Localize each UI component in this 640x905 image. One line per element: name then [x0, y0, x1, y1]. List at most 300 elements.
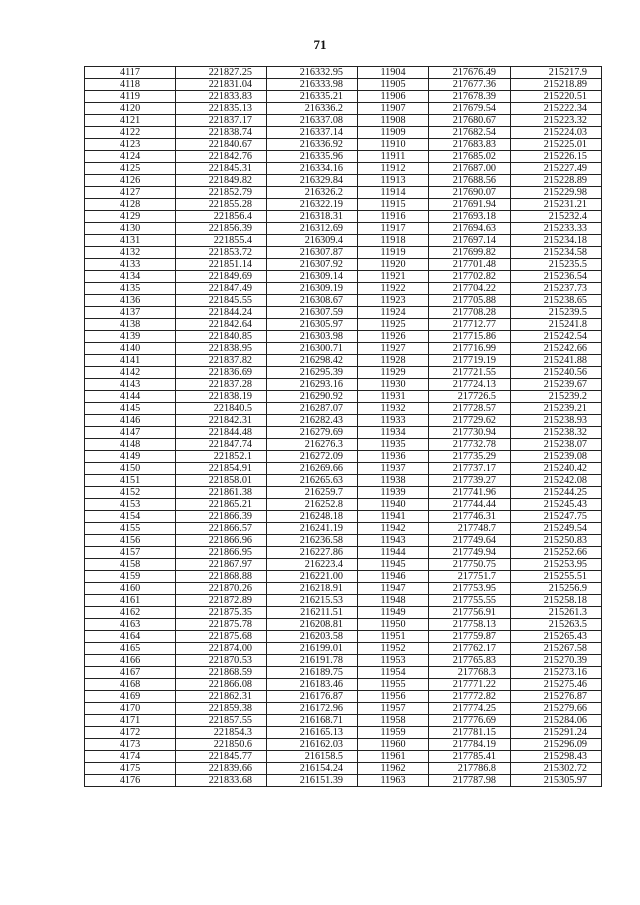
table-row [85, 403, 602, 415]
y-coordinate-a: 216322.19 [267, 199, 358, 211]
point-number-a: 4153 [85, 499, 176, 511]
y-coordinate-b: 215233.33 [511, 223, 602, 235]
table-row [85, 511, 602, 523]
x-coordinate-b: 217785.41 [429, 751, 511, 763]
x-coordinate-b: 217682.54 [429, 127, 511, 139]
x-coordinate-a: 221851.14 [176, 259, 267, 271]
y-coordinate-b: 215296.09 [511, 739, 602, 751]
y-coordinate-b: 215273.16 [511, 667, 602, 679]
table-row [85, 79, 602, 91]
y-coordinate-a: 216252.8 [267, 499, 358, 511]
y-coordinate-b: 215217.9 [511, 67, 602, 79]
y-coordinate-a: 216318.31 [267, 211, 358, 223]
point-number-a: 4167 [85, 667, 176, 679]
x-coordinate-b: 217755.55 [429, 595, 511, 607]
table-row [85, 103, 602, 115]
point-number-b: 11923 [358, 295, 429, 307]
y-coordinate-b: 215239.2 [511, 391, 602, 403]
y-coordinate-a: 216272.09 [267, 451, 358, 463]
point-number-a: 4119 [85, 91, 176, 103]
y-coordinate-b: 215238.32 [511, 427, 602, 439]
y-coordinate-b: 215302.72 [511, 763, 602, 775]
y-coordinate-b: 215261.3 [511, 607, 602, 619]
point-number-b: 11928 [358, 355, 429, 367]
y-coordinate-a: 216312.69 [267, 223, 358, 235]
y-coordinate-b: 215227.49 [511, 163, 602, 175]
point-number-a: 4138 [85, 319, 176, 331]
table-row [85, 739, 602, 751]
table-row [85, 211, 602, 223]
y-coordinate-a: 216241.19 [267, 523, 358, 535]
x-coordinate-a: 221855.4 [176, 235, 267, 247]
point-number-b: 11961 [358, 751, 429, 763]
y-coordinate-a: 216300.71 [267, 343, 358, 355]
x-coordinate-b: 217702.82 [429, 271, 511, 283]
y-coordinate-b: 215225.01 [511, 139, 602, 151]
table-row [85, 91, 602, 103]
x-coordinate-a: 221856.39 [176, 223, 267, 235]
x-coordinate-a: 221833.83 [176, 91, 267, 103]
point-number-b: 11926 [358, 331, 429, 343]
table-row [85, 631, 602, 643]
point-number-a: 4168 [85, 679, 176, 691]
x-coordinate-a: 221838.19 [176, 391, 267, 403]
y-coordinate-a: 216265.63 [267, 475, 358, 487]
x-coordinate-b: 217687.00 [429, 163, 511, 175]
y-coordinate-b: 215284.06 [511, 715, 602, 727]
y-coordinate-b: 215242.66 [511, 343, 602, 355]
point-number-b: 11951 [358, 631, 429, 643]
point-number-b: 11945 [358, 559, 429, 571]
point-number-a: 4162 [85, 607, 176, 619]
table-row [85, 163, 602, 175]
point-number-a: 4133 [85, 259, 176, 271]
y-coordinate-a: 216307.87 [267, 247, 358, 259]
table-row [85, 619, 602, 631]
x-coordinate-a: 221831.04 [176, 79, 267, 91]
x-coordinate-b: 217765.83 [429, 655, 511, 667]
x-coordinate-a: 221856.4 [176, 211, 267, 223]
table-row [85, 115, 602, 127]
point-number-b: 11909 [358, 127, 429, 139]
y-coordinate-a: 216165.13 [267, 727, 358, 739]
y-coordinate-a: 216305.97 [267, 319, 358, 331]
y-coordinate-b: 215222.34 [511, 103, 602, 115]
x-coordinate-b: 217735.29 [429, 451, 511, 463]
x-coordinate-a: 221840.85 [176, 331, 267, 343]
y-coordinate-a: 216287.07 [267, 403, 358, 415]
point-number-b: 11959 [358, 727, 429, 739]
y-coordinate-b: 215256.9 [511, 583, 602, 595]
point-number-b: 11917 [358, 223, 429, 235]
point-number-b: 11956 [358, 691, 429, 703]
x-coordinate-a: 221866.39 [176, 511, 267, 523]
x-coordinate-a: 221833.68 [176, 775, 267, 787]
table-row [85, 391, 602, 403]
point-number-b: 11950 [358, 619, 429, 631]
y-coordinate-b: 215239.21 [511, 403, 602, 415]
table-row [85, 307, 602, 319]
x-coordinate-a: 221861.38 [176, 487, 267, 499]
point-number-b: 11915 [358, 199, 429, 211]
x-coordinate-a: 221847.49 [176, 283, 267, 295]
table-row [85, 343, 602, 355]
x-coordinate-b: 217753.95 [429, 583, 511, 595]
x-coordinate-a: 221866.08 [176, 679, 267, 691]
x-coordinate-b: 217691.94 [429, 199, 511, 211]
y-coordinate-a: 216335.21 [267, 91, 358, 103]
y-coordinate-a: 216269.66 [267, 463, 358, 475]
y-coordinate-a: 216189.75 [267, 667, 358, 679]
y-coordinate-a: 216162.03 [267, 739, 358, 751]
coordinates-table [84, 66, 602, 787]
point-number-a: 4146 [85, 415, 176, 427]
x-coordinate-b: 217741.96 [429, 487, 511, 499]
table-row [85, 175, 602, 187]
x-coordinate-b: 217786.8 [429, 763, 511, 775]
y-coordinate-b: 215239.08 [511, 451, 602, 463]
point-number-b: 11933 [358, 415, 429, 427]
x-coordinate-b: 217699.82 [429, 247, 511, 259]
point-number-a: 4124 [85, 151, 176, 163]
point-number-a: 4164 [85, 631, 176, 643]
y-coordinate-a: 216295.39 [267, 367, 358, 379]
point-number-a: 4169 [85, 691, 176, 703]
x-coordinate-b: 217705.88 [429, 295, 511, 307]
point-number-b: 11939 [358, 487, 429, 499]
x-coordinate-b: 217756.91 [429, 607, 511, 619]
x-coordinate-a: 221868.88 [176, 571, 267, 583]
y-coordinate-a: 216223.4 [267, 559, 358, 571]
x-coordinate-a: 221865.21 [176, 499, 267, 511]
table-row [85, 643, 602, 655]
x-coordinate-b: 217768.3 [429, 667, 511, 679]
x-coordinate-b: 217732.78 [429, 439, 511, 451]
y-coordinate-a: 216333.98 [267, 79, 358, 91]
point-number-a: 4132 [85, 247, 176, 259]
point-number-a: 4130 [85, 223, 176, 235]
x-coordinate-b: 217693.18 [429, 211, 511, 223]
x-coordinate-a: 221874.00 [176, 643, 267, 655]
x-coordinate-b: 217749.94 [429, 547, 511, 559]
point-number-a: 4147 [85, 427, 176, 439]
x-coordinate-a: 221858.01 [176, 475, 267, 487]
point-number-b: 11910 [358, 139, 429, 151]
y-coordinate-b: 215247.75 [511, 511, 602, 523]
point-number-a: 4154 [85, 511, 176, 523]
point-number-b: 11925 [358, 319, 429, 331]
x-coordinate-b: 217751.7 [429, 571, 511, 583]
point-number-b: 11922 [358, 283, 429, 295]
table-row [85, 475, 602, 487]
point-number-a: 4121 [85, 115, 176, 127]
point-number-b: 11954 [358, 667, 429, 679]
point-number-a: 4143 [85, 379, 176, 391]
table-row [85, 727, 602, 739]
point-number-b: 11958 [358, 715, 429, 727]
point-number-b: 11946 [358, 571, 429, 583]
point-number-a: 4137 [85, 307, 176, 319]
x-coordinate-b: 217729.62 [429, 415, 511, 427]
table-row [85, 691, 602, 703]
y-coordinate-a: 216334.16 [267, 163, 358, 175]
point-number-a: 4141 [85, 355, 176, 367]
x-coordinate-b: 217744.44 [429, 499, 511, 511]
x-coordinate-a: 221854.91 [176, 463, 267, 475]
table-row [85, 523, 602, 535]
y-coordinate-b: 215242.08 [511, 475, 602, 487]
y-coordinate-a: 216336.92 [267, 139, 358, 151]
x-coordinate-a: 221862.31 [176, 691, 267, 703]
y-coordinate-b: 215238.07 [511, 439, 602, 451]
y-coordinate-a: 216215.53 [267, 595, 358, 607]
x-coordinate-a: 221849.82 [176, 175, 267, 187]
point-number-a: 4155 [85, 523, 176, 535]
y-coordinate-b: 215258.18 [511, 595, 602, 607]
x-coordinate-a: 221854.3 [176, 727, 267, 739]
table-row [85, 319, 602, 331]
x-coordinate-b: 217774.25 [429, 703, 511, 715]
point-number-b: 11907 [358, 103, 429, 115]
point-number-a: 4171 [85, 715, 176, 727]
x-coordinate-a: 221855.28 [176, 199, 267, 211]
y-coordinate-b: 215270.39 [511, 655, 602, 667]
table-row [85, 331, 602, 343]
point-number-a: 4166 [85, 655, 176, 667]
x-coordinate-a: 221866.95 [176, 547, 267, 559]
x-coordinate-b: 217726.5 [429, 391, 511, 403]
x-coordinate-a: 221842.64 [176, 319, 267, 331]
table-row [85, 583, 602, 595]
table-row [85, 259, 602, 271]
y-coordinate-a: 216309.4 [267, 235, 358, 247]
x-coordinate-b: 217737.17 [429, 463, 511, 475]
point-number-b: 11911 [358, 151, 429, 163]
y-coordinate-b: 215279.66 [511, 703, 602, 715]
x-coordinate-b: 217704.22 [429, 283, 511, 295]
x-coordinate-b: 217759.87 [429, 631, 511, 643]
x-coordinate-b: 217772.82 [429, 691, 511, 703]
y-coordinate-b: 215229.98 [511, 187, 602, 199]
table-row [85, 439, 602, 451]
point-number-b: 11918 [358, 235, 429, 247]
table-row [85, 379, 602, 391]
table-row [85, 127, 602, 139]
x-coordinate-a: 221844.24 [176, 307, 267, 319]
x-coordinate-b: 217721.55 [429, 367, 511, 379]
point-number-b: 11937 [358, 463, 429, 475]
x-coordinate-a: 221836.69 [176, 367, 267, 379]
point-number-a: 4135 [85, 283, 176, 295]
y-coordinate-b: 215276.87 [511, 691, 602, 703]
y-coordinate-a: 216158.5 [267, 751, 358, 763]
x-coordinate-a: 221840.5 [176, 403, 267, 415]
x-coordinate-b: 217730.94 [429, 427, 511, 439]
x-coordinate-a: 221839.66 [176, 763, 267, 775]
table-row [85, 151, 602, 163]
point-number-b: 11948 [358, 595, 429, 607]
y-coordinate-b: 215241.88 [511, 355, 602, 367]
x-coordinate-b: 217781.15 [429, 727, 511, 739]
point-number-a: 4129 [85, 211, 176, 223]
point-number-a: 4145 [85, 403, 176, 415]
y-coordinate-a: 216309.14 [267, 271, 358, 283]
table-row [85, 463, 602, 475]
y-coordinate-a: 216208.81 [267, 619, 358, 631]
y-coordinate-b: 215265.43 [511, 631, 602, 643]
table-row [85, 607, 602, 619]
point-number-a: 4156 [85, 535, 176, 547]
page-number: 71 [313, 37, 327, 52]
y-coordinate-b: 215234.18 [511, 235, 602, 247]
point-number-a: 4160 [85, 583, 176, 595]
y-coordinate-a: 216307.59 [267, 307, 358, 319]
point-number-a: 4159 [85, 571, 176, 583]
point-number-b: 11935 [358, 439, 429, 451]
point-number-b: 11940 [358, 499, 429, 511]
table-row [85, 535, 602, 547]
x-coordinate-b: 217679.54 [429, 103, 511, 115]
x-coordinate-a: 221844.48 [176, 427, 267, 439]
point-number-a: 4134 [85, 271, 176, 283]
x-coordinate-b: 217680.67 [429, 115, 511, 127]
y-coordinate-a: 216335.96 [267, 151, 358, 163]
y-coordinate-b: 215263.5 [511, 619, 602, 631]
point-number-a: 4136 [85, 295, 176, 307]
y-coordinate-a: 216259.7 [267, 487, 358, 499]
x-coordinate-a: 221835.13 [176, 103, 267, 115]
table-row [85, 559, 602, 571]
y-coordinate-b: 215240.56 [511, 367, 602, 379]
point-number-a: 4126 [85, 175, 176, 187]
table-row [85, 427, 602, 439]
y-coordinate-b: 215234.58 [511, 247, 602, 259]
table-row [85, 703, 602, 715]
x-coordinate-b: 217683.83 [429, 139, 511, 151]
table-row [85, 751, 602, 763]
x-coordinate-a: 221872.89 [176, 595, 267, 607]
point-number-a: 4144 [85, 391, 176, 403]
table-row [85, 667, 602, 679]
y-coordinate-a: 216236.58 [267, 535, 358, 547]
table-row [85, 67, 602, 79]
point-number-a: 4176 [85, 775, 176, 787]
y-coordinate-a: 216326.2 [267, 187, 358, 199]
y-coordinate-b: 215238.65 [511, 295, 602, 307]
point-number-b: 11942 [358, 523, 429, 535]
point-number-a: 4139 [85, 331, 176, 343]
x-coordinate-a: 221842.31 [176, 415, 267, 427]
y-coordinate-b: 215267.58 [511, 643, 602, 655]
y-coordinate-b: 215298.43 [511, 751, 602, 763]
y-coordinate-a: 216337.08 [267, 115, 358, 127]
point-number-b: 11960 [358, 739, 429, 751]
point-number-b: 11908 [358, 115, 429, 127]
x-coordinate-b: 217685.02 [429, 151, 511, 163]
x-coordinate-a: 221845.55 [176, 295, 267, 307]
point-number-b: 11916 [358, 211, 429, 223]
y-coordinate-b: 215238.93 [511, 415, 602, 427]
y-coordinate-a: 216290.92 [267, 391, 358, 403]
point-number-b: 11906 [358, 91, 429, 103]
x-coordinate-b: 217784.19 [429, 739, 511, 751]
table-row [85, 679, 602, 691]
x-coordinate-a: 221827.25 [176, 67, 267, 79]
x-coordinate-a: 221852.1 [176, 451, 267, 463]
x-coordinate-b: 217748.7 [429, 523, 511, 535]
y-coordinate-a: 216276.3 [267, 439, 358, 451]
point-number-a: 4173 [85, 739, 176, 751]
x-coordinate-b: 217716.99 [429, 343, 511, 355]
y-coordinate-a: 216293.16 [267, 379, 358, 391]
table-row [85, 139, 602, 151]
x-coordinate-a: 221847.74 [176, 439, 267, 451]
y-coordinate-a: 216176.87 [267, 691, 358, 703]
x-coordinate-a: 221866.96 [176, 535, 267, 547]
y-coordinate-b: 215226.15 [511, 151, 602, 163]
y-coordinate-b: 215244.25 [511, 487, 602, 499]
point-number-b: 11919 [358, 247, 429, 259]
table-row [85, 655, 602, 667]
y-coordinate-b: 215235.5 [511, 259, 602, 271]
point-number-b: 11920 [358, 259, 429, 271]
point-number-b: 11924 [358, 307, 429, 319]
point-number-a: 4122 [85, 127, 176, 139]
y-coordinate-a: 216337.14 [267, 127, 358, 139]
point-number-b: 11921 [358, 271, 429, 283]
x-coordinate-b: 217719.19 [429, 355, 511, 367]
point-number-b: 11938 [358, 475, 429, 487]
point-number-a: 4152 [85, 487, 176, 499]
x-coordinate-b: 217728.57 [429, 403, 511, 415]
y-coordinate-b: 215291.24 [511, 727, 602, 739]
point-number-a: 4120 [85, 103, 176, 115]
y-coordinate-b: 215239.67 [511, 379, 602, 391]
table-row [85, 271, 602, 283]
x-coordinate-b: 217712.77 [429, 319, 511, 331]
x-coordinate-a: 221842.76 [176, 151, 267, 163]
table-row [85, 295, 602, 307]
point-number-b: 11936 [358, 451, 429, 463]
x-coordinate-a: 221866.57 [176, 523, 267, 535]
point-number-b: 11932 [358, 403, 429, 415]
x-coordinate-a: 221845.77 [176, 751, 267, 763]
y-coordinate-b: 215250.83 [511, 535, 602, 547]
x-coordinate-a: 221870.53 [176, 655, 267, 667]
x-coordinate-b: 217701.48 [429, 259, 511, 271]
point-number-a: 4157 [85, 547, 176, 559]
y-coordinate-b: 215228.89 [511, 175, 602, 187]
y-coordinate-b: 215231.21 [511, 199, 602, 211]
table-row [85, 355, 602, 367]
x-coordinate-b: 217762.17 [429, 643, 511, 655]
x-coordinate-b: 217750.75 [429, 559, 511, 571]
point-number-b: 11955 [358, 679, 429, 691]
x-coordinate-b: 217688.56 [429, 175, 511, 187]
x-coordinate-a: 221852.79 [176, 187, 267, 199]
x-coordinate-b: 217739.27 [429, 475, 511, 487]
point-number-a: 4131 [85, 235, 176, 247]
x-coordinate-a: 221875.78 [176, 619, 267, 631]
table-row [85, 487, 602, 499]
table-row [85, 367, 602, 379]
y-coordinate-b: 215224.03 [511, 127, 602, 139]
x-coordinate-b: 217676.49 [429, 67, 511, 79]
y-coordinate-a: 216227.86 [267, 547, 358, 559]
y-coordinate-a: 216168.71 [267, 715, 358, 727]
x-coordinate-a: 221875.35 [176, 607, 267, 619]
x-coordinate-a: 221857.55 [176, 715, 267, 727]
